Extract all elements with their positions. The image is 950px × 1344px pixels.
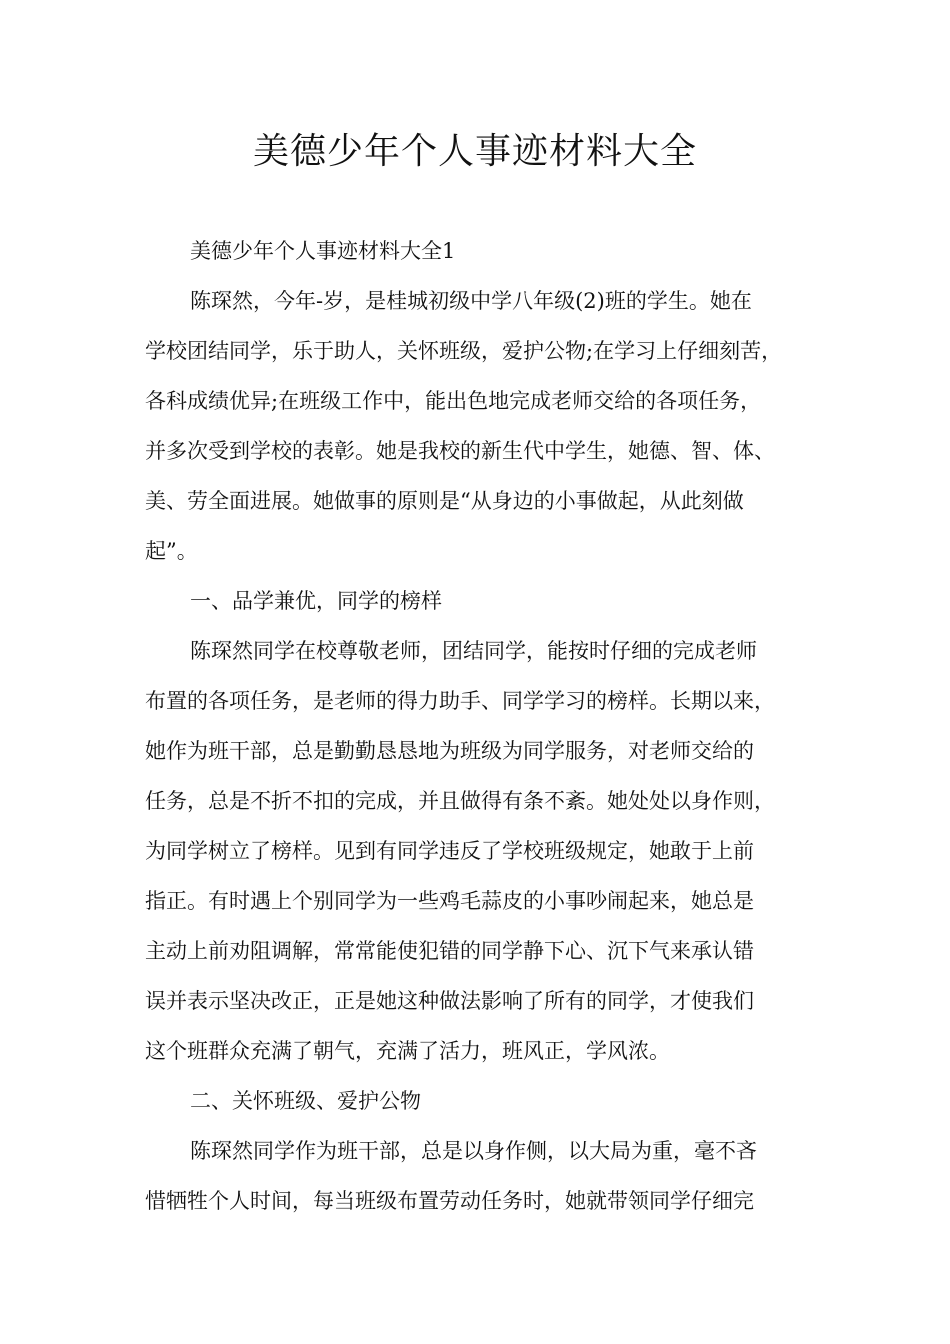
paragraph-line: 任务，总是不折不扣的完成，并且做得有条不紊。她处处以身作则， [145,789,775,813]
section-heading: 美德少年个人事迹材料大全1 [190,239,456,263]
paragraph-line: 主动上前劝阻调解，常常能使犯错的同学静下心、沉下气来承认错 [145,939,754,963]
paragraph-line: 学校团结同学，乐于助人，关怀班级，爱护公物;在学习上仔细刻苦， [145,339,783,363]
paragraph-line: 这个班群众充满了朝气，充满了活力，班风正，学风浓。 [145,1039,670,1063]
paragraph-line: 各科成绩优异;在班级工作中，能出色地完成老师交给的各项任务， [145,389,762,413]
paragraph-line: 她作为班干部，总是勤勤恳恳地为班级为同学服务，对老师交给的 [145,739,754,763]
document-body [145,226,820,1226]
paragraph-line: 美、劳全面进展。她做事的原则是“从身边的小事做起，从此刻做 [145,489,744,513]
paragraph-line: 误并表示坚决改正，正是她这种做法影响了所有的同学，才使我们 [145,989,754,1013]
section-heading: 二、关怀班级、爱护公物 [190,1089,421,1113]
section-heading: 一、品学兼优，同学的榜样 [190,589,442,613]
paragraph-line: 布置的各项任务，是老师的得力助手、同学学习的榜样。长期以来， [145,689,775,713]
paragraph-line: 并多次受到学校的表彰。她是我校的新生代中学生，她德、智、体、 [145,439,775,463]
paragraph-line: 指正。有时遇上个别同学为一些鸡毛蒜皮的小事吵闹起来，她总是 [145,889,754,913]
paragraph-line: 陈琛然同学作为班干部，总是以身作侧，以大局为重，毫不吝 [190,1139,757,1163]
paragraph-line: 为同学树立了榜样。见到有同学违反了学校班级规定，她敢于上前 [145,839,754,863]
paragraph-line: 陈琛然同学在校尊敬老师，团结同学，能按时仔细的完成老师 [190,639,757,663]
paragraph-line: 陈琛然，今年-岁，是桂城初级中学八年级(2)班的学生。她在 [190,289,752,313]
document-title: 美德少年个人事迹材料大全 [252,131,697,172]
paragraph-line: 起”。 [145,539,198,563]
paragraph-line: 惜牺牲个人时间，每当班级布置劳动任务时，她就带领同学仔细完 [145,1189,754,1213]
